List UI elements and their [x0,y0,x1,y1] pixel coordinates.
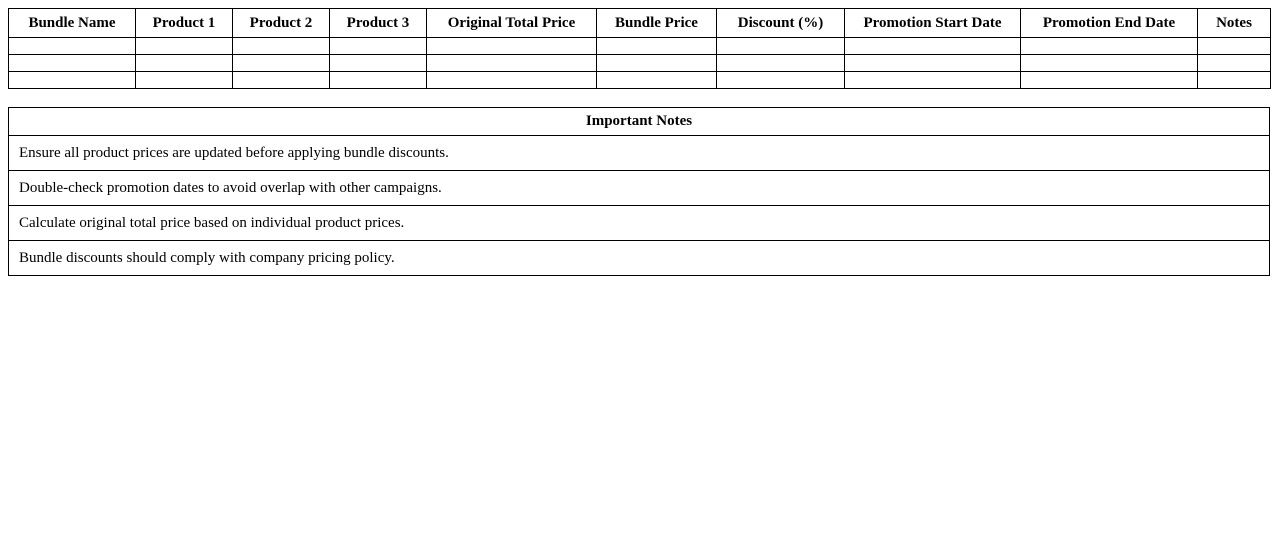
column-header-bundle-price: Bundle Price [597,9,717,38]
cell-promotion-end-date[interactable] [1021,72,1198,89]
cell-notes[interactable] [1198,55,1271,72]
column-header-discount: Discount (%) [717,9,845,38]
cell-discount[interactable] [717,55,845,72]
cell-product-3[interactable] [330,38,427,55]
cell-notes[interactable] [1198,38,1271,55]
column-header-product-2: Product 2 [233,9,330,38]
bundle-promotion-table [8,8,1271,89]
list-item [9,206,1270,241]
cell-bundle-name[interactable] [9,55,136,72]
cell-product-2[interactable] [233,55,330,72]
cell-promotion-end-date[interactable] [1021,55,1198,72]
list-item [9,241,1270,276]
cell-notes[interactable] [1198,72,1271,89]
cell-bundle-name[interactable] [9,72,136,89]
note-text: Calculate original total price based on individual product prices. [9,206,1270,241]
important-notes-table [8,107,1270,276]
column-header-promotion-start-date: Promotion Start Date [845,9,1021,38]
cell-discount[interactable] [717,72,845,89]
cell-product-1[interactable] [136,72,233,89]
cell-promotion-start-date[interactable] [845,72,1021,89]
column-header-product-3: Product 3 [330,9,427,38]
cell-product-1[interactable] [136,38,233,55]
cell-promotion-start-date[interactable] [845,55,1021,72]
cell-product-1[interactable] [136,55,233,72]
cell-product-3[interactable] [330,72,427,89]
notes-header-row [9,108,1270,136]
column-header-promotion-end-date: Promotion End Date [1021,9,1198,38]
cell-promotion-start-date[interactable] [845,38,1021,55]
cell-original-total-price[interactable] [427,38,597,55]
cell-product-3[interactable] [330,55,427,72]
cell-product-2[interactable] [233,38,330,55]
cell-promotion-end-date[interactable] [1021,38,1198,55]
note-text: Bundle discounts should comply with company pricing policy. [9,241,1270,276]
note-text: Ensure all product prices are updated before applying bundle discounts. [9,136,1270,171]
note-text: Double-check promotion dates to avoid overlap with other campaigns. [9,171,1270,206]
cell-original-total-price[interactable] [427,55,597,72]
table-row[interactable] [9,72,1271,89]
list-item [9,171,1270,206]
column-header-notes: Notes [1198,9,1271,38]
table-row[interactable] [9,38,1271,55]
cell-product-2[interactable] [233,72,330,89]
cell-bundle-price[interactable] [597,72,717,89]
notes-header: Important Notes [9,108,1270,136]
list-item [9,136,1270,171]
column-header-bundle-name: Bundle Name [9,9,136,38]
cell-discount[interactable] [717,38,845,55]
table-row[interactable] [9,55,1271,72]
cell-bundle-price[interactable] [597,55,717,72]
column-header-original-total-price: Original Total Price [427,9,597,38]
cell-bundle-price[interactable] [597,38,717,55]
column-header-product-1: Product 1 [136,9,233,38]
cell-original-total-price[interactable] [427,72,597,89]
table-header-row [9,9,1271,38]
cell-bundle-name[interactable] [9,38,136,55]
